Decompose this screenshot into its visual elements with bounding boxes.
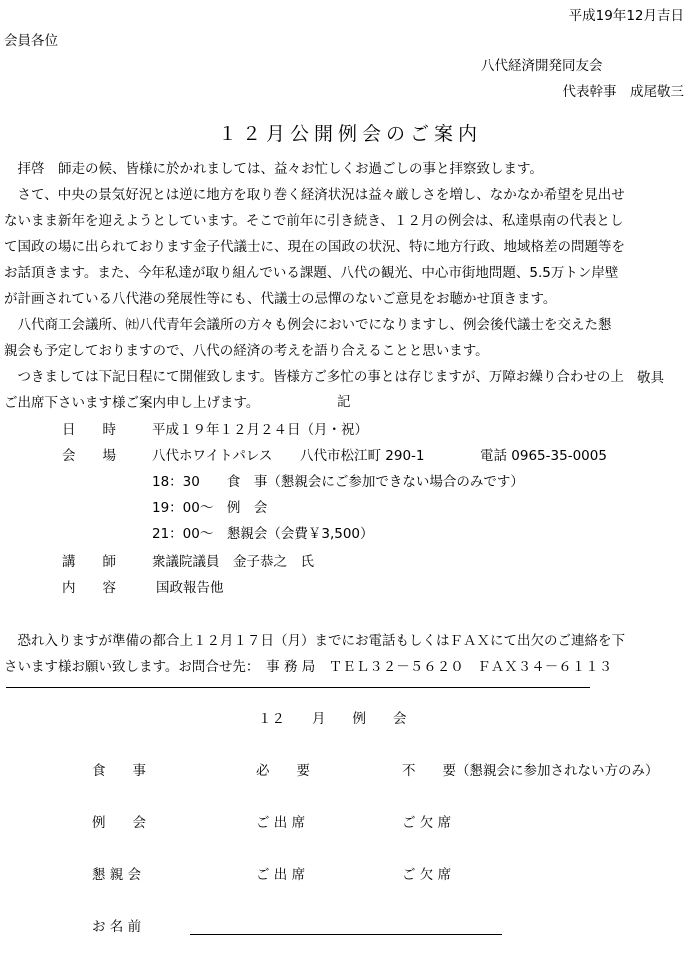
content-value: 国政報告他 bbox=[156, 580, 224, 596]
issue-date: 平成19年12月吉日 bbox=[568, 8, 684, 24]
body-line: て国政の場に出られております金子代議士に、現在の国政の状況、特に地方行政、地域格差の問題等を bbox=[4, 239, 625, 255]
schedule-item: 21：00～ 懇親会（会費￥3,500） bbox=[152, 526, 374, 542]
form-option[interactable]: 必 要 bbox=[256, 763, 310, 779]
page-title: １２月公開例会のご案内 bbox=[217, 123, 482, 145]
form-option[interactable]: ご 欠 席 bbox=[402, 867, 452, 883]
form-row-label: 食 事 bbox=[92, 763, 146, 779]
form-option[interactable]: ご 出 席 bbox=[256, 815, 306, 831]
body-line: さて、中央の景気好況とは逆に地方を取り巻く経済状況は益々厳しさを増し、なかなか希望を見出せ bbox=[4, 187, 625, 203]
form-title: １２ 月 例 会 bbox=[258, 711, 407, 727]
schedule-item: 19：00～ 例 会 bbox=[152, 500, 268, 516]
venue-label: 会 場 bbox=[62, 448, 116, 464]
body-line: 親会も予定しておりますので、八代の経済の考えを語り合えることと思います。 bbox=[4, 343, 489, 359]
body-line: 八代商工会議所、㈳八代青年会議所の方々も例会においでになりますし、例会後代議士を交えた懇 bbox=[4, 317, 612, 333]
speaker-label: 講 師 bbox=[62, 554, 116, 570]
sender-name: 代表幹事 成尾敬三 bbox=[562, 84, 684, 100]
form-option[interactable]: ご 出 席 bbox=[256, 867, 306, 883]
date-value: 平成１９年１２月２４日（月・祝） bbox=[152, 422, 368, 438]
body-line: ないまま新年を迎えようとしています。そこで前年に引き続き、１２月の例会は、私達県南の代表とし bbox=[4, 213, 624, 229]
recipient: 会員各位 bbox=[4, 33, 58, 49]
form-option[interactable]: 不 要（懇親会に参加されない方のみ） bbox=[402, 763, 659, 779]
body-line: つきましては下記日程にて開催致します。皆様方ご多忙の事とは存じますが、万障お繰り合わせの上 bbox=[4, 369, 624, 385]
name-label: お 名 前 bbox=[92, 919, 142, 935]
date-label: 日 時 bbox=[62, 422, 116, 438]
content-label: 内 容 bbox=[62, 580, 116, 596]
speaker-value: 衆議院議員 金子恭之 氏 bbox=[152, 554, 314, 570]
form-row-label: 例 会 bbox=[92, 815, 146, 831]
cut-divider bbox=[6, 687, 590, 688]
schedule-item: 18：30 食 事（懇親会にご参加できない場合のみです） bbox=[152, 474, 524, 490]
venue-tel: 電話 0965-35-0005 bbox=[480, 448, 607, 464]
form-option[interactable]: ご 欠 席 bbox=[402, 815, 452, 831]
body-line: ご出席下さいます様ご案内申し上げます。 bbox=[4, 395, 260, 411]
venue-address: 八代市松江町 290-1 bbox=[300, 448, 425, 464]
body-line: お話頂きます。また、今年私達が取り組んでいる課題、八代の観光、中心市街地問題、5.5万トン岸壁 bbox=[4, 265, 619, 281]
body-line: 拝啓 師走の候、皆様に於かれましては、益々お忙しくお過ごしの事と拝察致します。 bbox=[4, 161, 543, 177]
ki-marker: 記 bbox=[337, 394, 351, 410]
closing-keigu: 敬具 bbox=[637, 370, 664, 386]
rsvp-line: さいます様お願い致します。お問合せ先： 事 務 局 ＴＥＬ３２－５６２０ ＦＡＸ３４－６１１３ bbox=[4, 659, 613, 675]
rsvp-line: 恐れ入りますが準備の都合上１２月１７日（月）までにお電話もしくはＦＡＸにて出欠のご連絡を下 bbox=[4, 633, 625, 649]
body-line: が計画されている八代港の発展性等にも、代議士の忌憚のないご意見をお聴かせ頂きます。 bbox=[4, 291, 557, 307]
form-row-label: 懇 親 会 bbox=[92, 867, 142, 883]
name-field[interactable] bbox=[190, 934, 502, 935]
organization-name: 八代経済開発同友会 bbox=[481, 58, 603, 74]
venue-name: 八代ホワイトパレス bbox=[152, 448, 273, 464]
